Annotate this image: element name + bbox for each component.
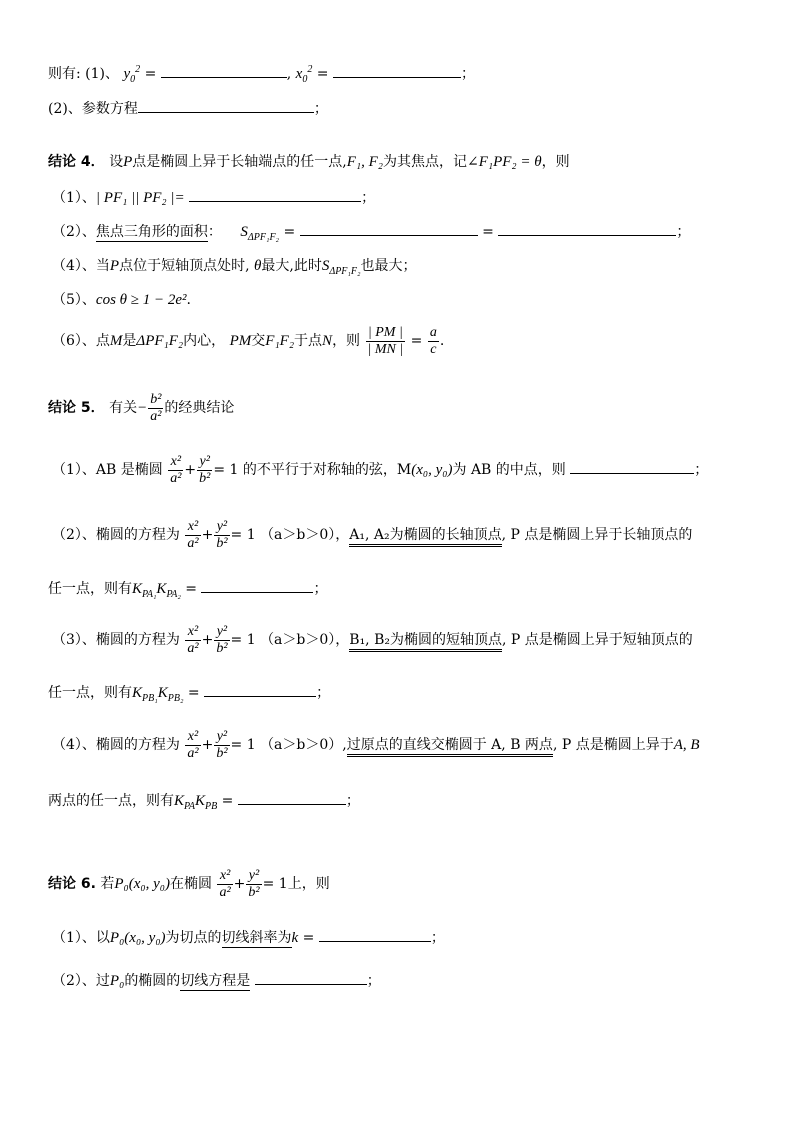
- blank-area-2[interactable]: [498, 221, 676, 236]
- blank-kpa[interactable]: [201, 578, 313, 593]
- a-c-fraction: $\frac{a}{c}$: [429, 324, 437, 357]
- c5-item-2-cont: 任一点，则有$K_{PA_1}K_{PA_2}$ = ；: [48, 578, 327, 605]
- c4-item-1: （1）、| PF₁ || PF₂ |= ；: [52, 187, 375, 208]
- focal-triangle-area: 焦点三角形的面积: [95, 224, 208, 240]
- blank-midpoint-slope[interactable]: [570, 459, 694, 474]
- line-2: (2)、参数方程 ；: [48, 98, 328, 119]
- area-symbol: $S_{\Delta PF_1F_2}$: [240, 224, 280, 243]
- c6-item-1: （1）、以P₀(x₀, y₀)为切点的切线斜率为k = ；: [52, 927, 445, 948]
- c5-item-2: （2）、椭圆的方程为 $\frac{\text{x²}}{\text{a²}}$ + $\frac{\text{y²}}{\text{b²}}$ = 1 （a＞b＞0），A₁, A₂为椭圆的长轴顶点, P 点是椭圆上异于长轴顶点的: [52, 518, 693, 551]
- pf-product: | PF₁ || PF₂ |=: [95, 190, 185, 206]
- l1-prefix: 则有: (1)、: [48, 66, 119, 82]
- blank-x0[interactable]: [333, 63, 461, 78]
- c4-item-6: （6）、点M是ΔPF₁F₂内心， PM交F₁F₂于点N，则 $\frac{| PM |}{| MN |}$ = $\frac{a}{c}$ .: [52, 324, 445, 357]
- eq: =: [312, 66, 333, 82]
- eq: =: [140, 66, 161, 82]
- param-eq-label: (2)、参数方程: [48, 101, 138, 117]
- c5-item-3: （3）、椭圆的方程为 $\frac{\text{x²}}{\text{a²}}$ + $\frac{\text{y²}}{\text{b²}}$ = 1 （a＞b＞0），B₁, B₂为椭圆的短轴顶点, P 点是椭圆上异于短轴顶点的: [52, 623, 693, 656]
- blank-tangent-eq[interactable]: [255, 970, 367, 985]
- conclusion-4-head: 结论 4． 设P点是椭圆上异于长轴端点的任一点,F₁, F₂为其焦点，记∠F₁PF₂ = θ，则: [48, 154, 570, 170]
- c4-item-4: （4）、当P点位于短轴顶点处时, θ最大,此时$S_{\Delta PF_1F_2}$也最大；: [52, 258, 417, 277]
- blank-param-eq[interactable]: [138, 98, 314, 113]
- c5-item-3-cont: 任一点，则有$K_{PB_1}K_{PB_2}$ = ；: [48, 682, 330, 709]
- c4-item-5: （5）、cos θ ≥ 1 − 2e².: [52, 292, 191, 308]
- x0-squared: $x_0^2$: [295, 64, 313, 85]
- end: ；: [460, 66, 475, 82]
- blank-tangent-slope[interactable]: [319, 927, 431, 942]
- conclusion-6-head: 结论 6. 若P₀(x₀, y₀)在椭圆 $\frac{\text{x²}}{\text{a²}}$ + $\frac{\text{y²}}{\text{b²}}$ = 1上，则: [48, 867, 330, 900]
- blank-area-1[interactable]: [300, 221, 478, 236]
- blank-y0[interactable]: [161, 63, 287, 78]
- c6-item-2: （2）、过P₀的椭圆的切线方程是 ；: [52, 970, 381, 991]
- blank-kpb[interactable]: [204, 682, 316, 697]
- pm-mn-fraction: $\frac{| PM |}{| MN |}$: [367, 324, 404, 357]
- blank-kpa-kpb[interactable]: [238, 790, 346, 805]
- conclusion-6-title: 结论 6.: [48, 876, 96, 892]
- conclusion-5-head: 结论 5． 有关− $\frac{\text{b²}}{\text{a²}}$ 的经典结论: [48, 391, 235, 424]
- c5-item-1: （1）、AB 是椭圆 $\frac{\text{x²}}{\text{a²}}$ + $\frac{\text{y²}}{\text{b²}}$ = 1 的不平行于对称轴的弦，M(x₀, y₀)为 AB 的中点，则 ；: [52, 453, 709, 486]
- b2-a2-fraction: $\frac{\text{b²}}{\text{a²}}$: [150, 391, 162, 424]
- conclusion-5-title: 结论 5．: [48, 400, 105, 416]
- conclusion-4-title: 结论 4．: [48, 154, 105, 170]
- sep: ,: [286, 66, 292, 82]
- c5-item-4: （4）、椭圆的方程为 $\frac{\text{x²}}{\text{a²}}$ + $\frac{\text{y²}}{\text{b²}}$ = 1 （a＞b＞0）,过原点的直线交椭圆于 A, B 两点, P 点是椭圆上异于A, B: [52, 728, 700, 761]
- c4-item-2: （2）、焦点三角形的面积： $S_{\Delta PF_1F_2}$ = = ；: [52, 221, 690, 248]
- c5-item-4-cont: 两点的任一点，则有$K_{PA}K_{PB}$ = ；: [48, 790, 360, 817]
- line-1: [48, 60, 475, 90]
- blank-pf-product[interactable]: [189, 187, 361, 202]
- y0-squared: $y_0^2$: [123, 64, 141, 85]
